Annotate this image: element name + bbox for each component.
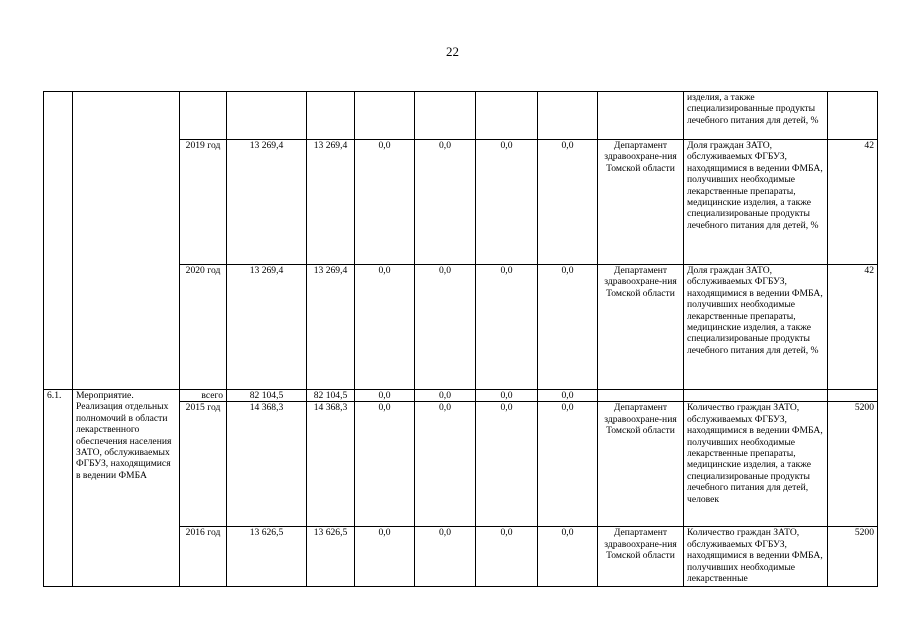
section-name: Мероприятие. Реализация отдельных полномочий в области лекарственного обеспечения населения ЗАТО, обслуживаемых ФГБУЗ, находящимися в ведении ФМБА: [73, 390, 180, 587]
total-cell: 13 269,4: [227, 265, 307, 390]
year-cell: 2020 год: [180, 265, 227, 390]
executor-cell: Департамент здравоохране-ния Томской области: [598, 265, 684, 390]
table-row: [44, 390, 878, 402]
executor-cell: Департамент здравоохране-ния Томской области: [598, 140, 684, 265]
table-row: [44, 92, 878, 140]
empty-number-cell: [44, 92, 73, 390]
total-cell: 13 626,5: [227, 527, 307, 587]
funding-cell: 0,0: [538, 265, 598, 390]
total-cell: 13 269,4: [227, 140, 307, 265]
total-cell: 14 368,3: [227, 402, 307, 527]
funding-cell: 0,0: [476, 402, 538, 527]
funding-cell: 0,0: [538, 402, 598, 527]
funding-cell: 14 368,3: [307, 402, 355, 527]
funding-cell: 0,0: [538, 140, 598, 265]
funding-cell: 0,0: [476, 265, 538, 390]
section-number: 6.1.: [44, 390, 73, 587]
total-cell: 82 104,5: [227, 390, 307, 402]
indicator-cell: изделия, а также специализированные продукты лечебного питания для детей, %: [684, 92, 828, 140]
funding-cell: 13 269,4: [307, 140, 355, 265]
funding-cell: 0,0: [355, 402, 415, 527]
funding-cell: 0,0: [415, 140, 476, 265]
indicator-value-cell: 42: [828, 140, 878, 265]
funding-cell: 0,0: [538, 390, 598, 402]
funding-cell: 0,0: [476, 527, 538, 587]
indicator-value-cell: 5200: [828, 527, 878, 587]
indicator-cell: Количество граждан ЗАТО, обслуживаемых ФГБУЗ, находящимися в ведении ФМБА, получивших необходимые лекарственные: [684, 527, 828, 587]
funding-cell: 0,0: [476, 140, 538, 265]
page-number: 22: [446, 44, 459, 59]
indicator-cell: Доля граждан ЗАТО, обслуживаемых ФГБУЗ, находящимися в ведении ФМБА, получивших необходимые лекарственные препараты, медицинские изделия, а также специализированые продукты лечебного питания для детей, %: [684, 140, 828, 265]
year-cell: 2015 год: [180, 402, 227, 527]
year-cell: всего: [180, 390, 227, 402]
funding-cell: 13 269,4: [307, 265, 355, 390]
funding-cell: 0,0: [415, 527, 476, 587]
funding-cell: 0,0: [355, 390, 415, 402]
funding-cell: 0,0: [355, 140, 415, 265]
indicator-cell: Количество граждан ЗАТО, обслуживаемых ФГБУЗ, находящимися в ведении ФМБА, получивших необходимые лекарственные препараты, медицинские изделия, а также специализированые продукты лечебного питания для детей, человек: [684, 402, 828, 527]
funding-cell: 0,0: [415, 265, 476, 390]
funding-cell: 0,0: [415, 390, 476, 402]
funding-cell: 0,0: [415, 402, 476, 527]
funding-cell: 0,0: [476, 390, 538, 402]
indicator-cell: Доля граждан ЗАТО, обслуживаемых ФГБУЗ, находящимися в ведении ФМБА, получивших необходимые лекарственные препараты, медицинские изделия, а также специализированые продукты лечебного питания для детей, %: [684, 265, 828, 390]
funding-cell: 13 626,5: [307, 527, 355, 587]
funding-cell: 0,0: [355, 527, 415, 587]
year-cell: 2016 год: [180, 527, 227, 587]
indicator-value-cell: 42: [828, 265, 878, 390]
funding-cell: 0,0: [355, 265, 415, 390]
empty-name-cell: [73, 92, 180, 390]
executor-cell: Департамент здравоохране-ния Томской области: [598, 527, 684, 587]
year-cell: 2019 год: [180, 140, 227, 265]
indicator-value-cell: 5200: [828, 402, 878, 527]
executor-cell: Департамент здравоохране-ния Томской области: [598, 402, 684, 527]
funding-cell: 82 104,5: [307, 390, 355, 402]
program-table: [43, 91, 878, 587]
funding-cell: 0,0: [538, 527, 598, 587]
